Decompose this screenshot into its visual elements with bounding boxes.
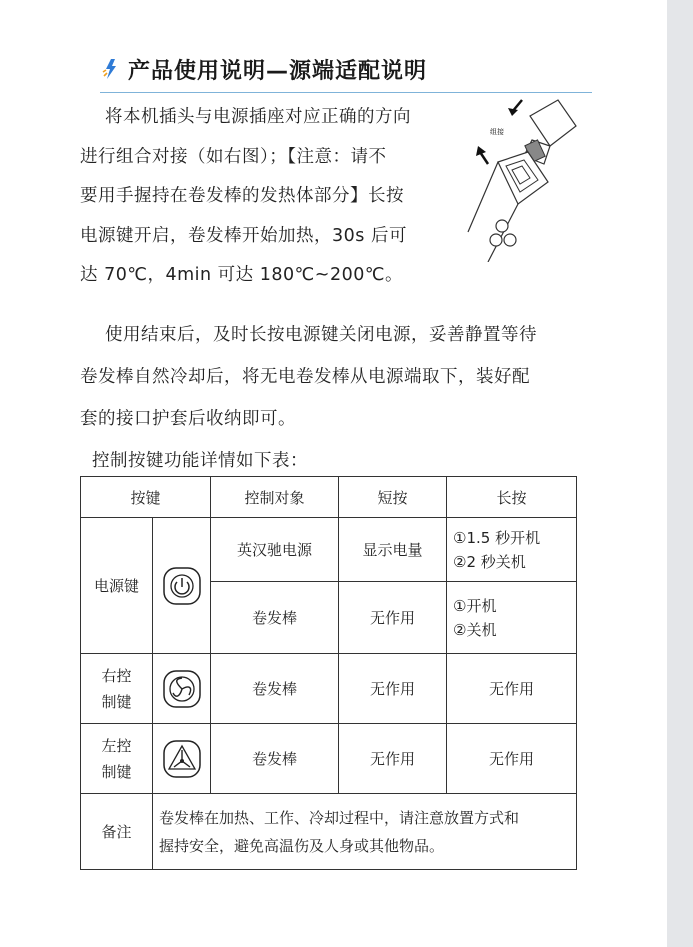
para2-line: 使用结束后，及时长按电源键关闭电源，妥善静置等待 xyxy=(105,325,537,345)
power-short-2: 无作用 xyxy=(339,582,447,654)
para1-line: 达 70℃，4min 可达 180℃~200℃。 xyxy=(80,265,404,285)
note-line: 卷发棒在加热、工作、冷却过程中，请注意放置方式和 xyxy=(159,808,520,827)
note-label: 备注 xyxy=(81,794,153,870)
para1-line: 进行组合对接（如右图）；【注意：请不 xyxy=(80,146,387,167)
long-press-line: ②关机 xyxy=(453,620,497,639)
header-key: 按键 xyxy=(81,477,211,518)
table-header-row xyxy=(81,477,577,518)
header-target: 控制对象 xyxy=(211,477,339,518)
para1-line: 电源键开启，卷发棒开始加热，30s 后可 xyxy=(80,225,407,246)
para2-line: 套的接口护套后收纳即可。 xyxy=(80,409,296,429)
swirl-icon xyxy=(162,669,202,709)
right-key-label xyxy=(81,654,153,724)
section-title xyxy=(100,52,427,86)
device-illustration xyxy=(458,92,578,262)
right-short: 无作用 xyxy=(339,654,447,724)
right-long: 无作用 xyxy=(447,654,577,724)
key-label-line: 右控 xyxy=(101,666,132,685)
power-key-label: 电源键 xyxy=(81,518,153,654)
title-text: 产品使用说明—源端适配说明 xyxy=(128,58,428,84)
table-row xyxy=(81,654,577,724)
control-table xyxy=(80,476,577,870)
key-label-line: 左控 xyxy=(101,736,132,755)
shutdown-paragraph xyxy=(80,314,600,440)
scrollbar[interactable] xyxy=(667,0,693,947)
table-caption: 控制按键功能详情如下表： xyxy=(92,451,308,471)
left-key-icon-cell xyxy=(153,724,211,794)
table-row xyxy=(81,724,577,794)
power-long-1 xyxy=(447,518,577,582)
left-key-label xyxy=(81,724,153,794)
note-text xyxy=(153,794,577,870)
key-label-line: 制键 xyxy=(101,692,132,711)
left-short: 无作用 xyxy=(339,724,447,794)
para1-line: 将本机插头与电源插座对应正确的方向 xyxy=(105,107,411,127)
diagram-label: 组接 xyxy=(490,128,504,136)
header-long: 长按 xyxy=(447,477,577,518)
power-short-1: 显示电量 xyxy=(339,518,447,582)
connection-diagram xyxy=(458,92,578,262)
power-target-2: 卷发棒 xyxy=(211,582,339,654)
triangle-fan-icon xyxy=(162,739,202,779)
right-key-icon-cell xyxy=(153,654,211,724)
long-press-line: ①开机 xyxy=(453,596,497,615)
header-short: 短按 xyxy=(339,477,447,518)
power-long-2 xyxy=(447,582,577,654)
para1-line: 要用手握持在卷发棒的发热体部分】长按 xyxy=(80,186,404,206)
long-press-line: ②2 秒关机 xyxy=(453,552,526,571)
power-target-1: 英汉驰电源 xyxy=(211,518,339,582)
table-row xyxy=(81,794,577,870)
para2-line: 卷发棒自然冷却后，将无电卷发棒从电源端取下，装好配 xyxy=(80,367,530,387)
table-row xyxy=(81,518,577,582)
left-long: 无作用 xyxy=(447,724,577,794)
power-icon xyxy=(162,566,202,606)
connection-paragraph xyxy=(80,98,450,296)
left-target: 卷发棒 xyxy=(211,724,339,794)
key-label-line: 制键 xyxy=(101,762,132,781)
lightning-icon xyxy=(100,58,122,80)
power-key-icon-cell xyxy=(153,518,211,654)
right-target: 卷发棒 xyxy=(211,654,339,724)
note-line: 握持安全，避免高温伤及人身或其他物品。 xyxy=(159,836,445,855)
long-press-line: ①1.5 秒开机 xyxy=(453,528,541,547)
